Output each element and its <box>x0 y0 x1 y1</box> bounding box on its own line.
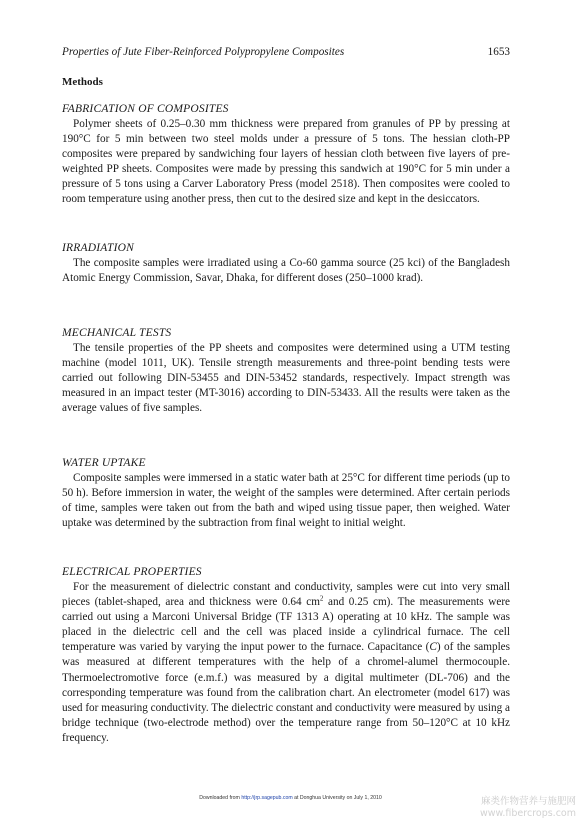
section-title-fabrication: FABRICATION OF COMPOSITES <box>62 103 229 115</box>
footer-prefix: Downloaded from <box>199 795 242 801</box>
footer-link[interactable]: http://jrp.sagepub.com <box>241 795 293 801</box>
running-head: Properties of Jute Fiber-Reinforced Polypropylene Composites <box>62 46 345 58</box>
body-text: and 0.25 cm). The measurements were carried out using a Marconi Universal Bridge (TF 1313 A) operating at 10 kHz. The sample was placed in the dielectric cell and the cell was placed inside a cylindrical furnace. The cell temperature was varied by varying the input power to the furnace. Capacitance ( <box>62 596 511 654</box>
section-title-water-uptake: WATER UPTAKE <box>62 457 146 469</box>
italic-symbol: C <box>429 641 437 654</box>
section-body-water-uptake: Composite samples were immersed in a static water bath at 25°C for different time periods (up to 50 h). Before immersion in water, the weight of the samples were determined. After certain periods of time, samples were taken out from the bath and wiped using tissue paper, then weighed. Water uptake was determined by the subtraction from final weight to initial weight. <box>62 472 510 530</box>
superscript: 2 <box>319 594 324 603</box>
watermark-url: www.fibercrops.com <box>479 808 576 819</box>
section-body-mechanical-tests: The tensile properties of the PP sheets and composites were determined using a UTM testing machine (model 1011, UK). Tensile strength measurements and three-point bending tests were carried out following DIN-53455 and DIN-53452 standards, respectively. Impact strength was measured in an impact tester (MT-3016) according to DIN-53433. All the results were taken as the average values of five samples. <box>62 342 510 415</box>
methods-heading: Methods <box>62 76 103 88</box>
section-body-electrical-properties <box>62 580 510 746</box>
section-title-mechanical-tests: MECHANICAL TESTS <box>62 327 172 339</box>
section-title-irradiation: IRRADIATION <box>62 242 135 254</box>
footer-suffix: at Donghua University on July 1, 2010 <box>292 795 382 801</box>
section-body-irradiation: The composite samples were irradiated using a Co-60 gamma source (25 kci) of the Bangladesh Atomic Energy Commission, Savar, Dhaka, for different doses (250–1000 krad). <box>62 257 510 285</box>
body-text: ) of the samples was measured at different temperatures with the help of a chromel-alumel thermocouple. Thermoelectromotive force (e.m.f.) was measured by a digital multimeter (DL-706) and the corresponding temperature was found from the calibration chart. An electrometer (model 617) was used for measuring conductivity. The dielectric constant and conductivity were measured by using a bridge technique (two-electrode method) over the temperature range from 50–120°C at 10 kHz frequency. <box>62 641 510 744</box>
section-body-fabrication: Polymer sheets of 0.25–0.30 mm thickness were prepared from granules of PP by pressing at 190°C for 5 min between two steel molds under a pressure of 5 tons. The hessian cloth-PP composites were prepared by sandwiching four layers of hessian cloth between five layers of pre-weighted PP sheets. Composites were made by pressing this sandwich at 190°C for 5 min under a pressure of 5 tons using a Carver Laboratory Press (model 2518). Then composites were cooled to room temperature using another press, then cut to the desired size and kept in the desiccators. <box>62 118 510 206</box>
page-number: 1653 <box>487 46 510 58</box>
section-title-electrical-properties: ELECTRICAL PROPERTIES <box>62 566 202 578</box>
body-text: For the measurement of dielectric constant and conductivity, samples were cut into very small pieces (tablet-shaped, area and thickness were 0.64 cm <box>62 581 510 609</box>
watermark-cjk: 麻类作物营养与施肥网 <box>480 796 576 807</box>
